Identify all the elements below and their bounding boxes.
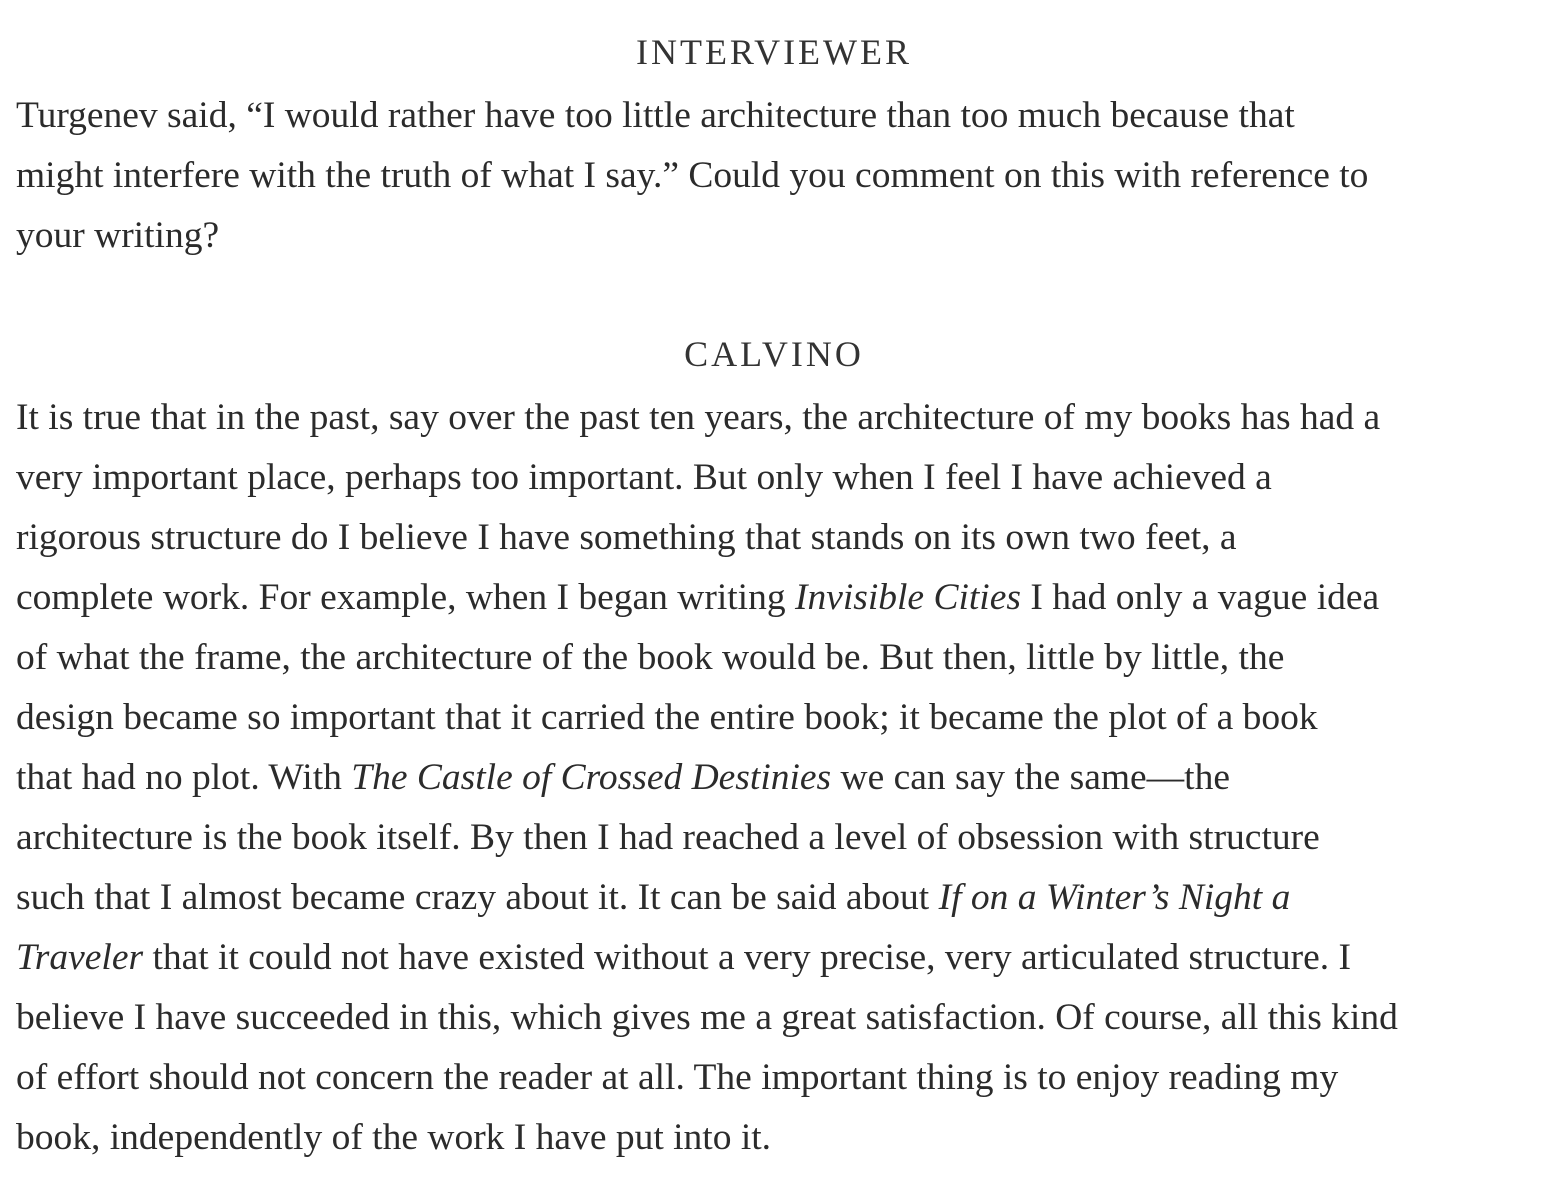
question-line: Turgenev said, “I would rather have too little architecture than too much because that [16, 95, 1295, 136]
answer-text: that it could not have existed without a very precise, very articulated structure. I [143, 937, 1351, 978]
answer-line: architecture is the book itself. By then I had reached a level of obsession with structure [16, 817, 1320, 858]
answer-line: very important place, perhaps too important. But only when I feel I have achieved a [16, 457, 1272, 498]
answer-line: of what the frame, the architecture of the book would be. But then, little by little, the [16, 637, 1285, 678]
answer-line [16, 928, 1532, 988]
answer-text: we can say the same—the [831, 757, 1230, 798]
book-title-if-on-a-winters-night: If on a Winter’s Night a [938, 877, 1291, 918]
answer-line: of effort should not concern the reader at all. The important thing is to enjoy reading my [16, 1057, 1339, 1098]
answer-line: design became so important that it carried the entire book; it became the plot of a book [16, 697, 1318, 738]
interviewer-question [16, 86, 1532, 266]
question-line: your writing? [16, 215, 220, 256]
book-title-traveler: Traveler [16, 937, 144, 978]
answer-text: complete work. For example, when I began writing [16, 577, 795, 618]
interview-page [16, 0, 1532, 1168]
answer-line: book, independently of the work I have put into it. [16, 1117, 772, 1158]
answer-line: rigorous structure do I believe I have something that stands on its own two feet, a [16, 517, 1237, 558]
answer-text: I had only a vague idea [1020, 577, 1380, 618]
book-title-castle-of-crossed-destinies: The Castle of Crossed Destinies [351, 757, 832, 798]
answer-line [16, 868, 1532, 928]
speaker-label-interviewer: INTERVIEWER [635, 32, 913, 72]
answer-line [16, 568, 1532, 628]
answer-line: believe I have succeeded in this, which gives me a great satisfaction. Of course, all this kind [16, 997, 1398, 1038]
answer-text: that had no plot. With [16, 757, 352, 798]
question-line: might interfere with the truth of what I say.” Could you comment on this with reference to [16, 155, 1369, 196]
speaker-label-calvino: CALVINO [684, 334, 864, 374]
answer-line: It is true that in the past, say over the past ten years, the architecture of my books has had a [16, 397, 1381, 438]
book-title-invisible-cities: Invisible Cities [794, 577, 1021, 618]
answer-line [16, 748, 1532, 808]
answer-text: such that I almost became crazy about it. It can be said about [16, 877, 939, 918]
calvino-answer [16, 388, 1532, 1168]
